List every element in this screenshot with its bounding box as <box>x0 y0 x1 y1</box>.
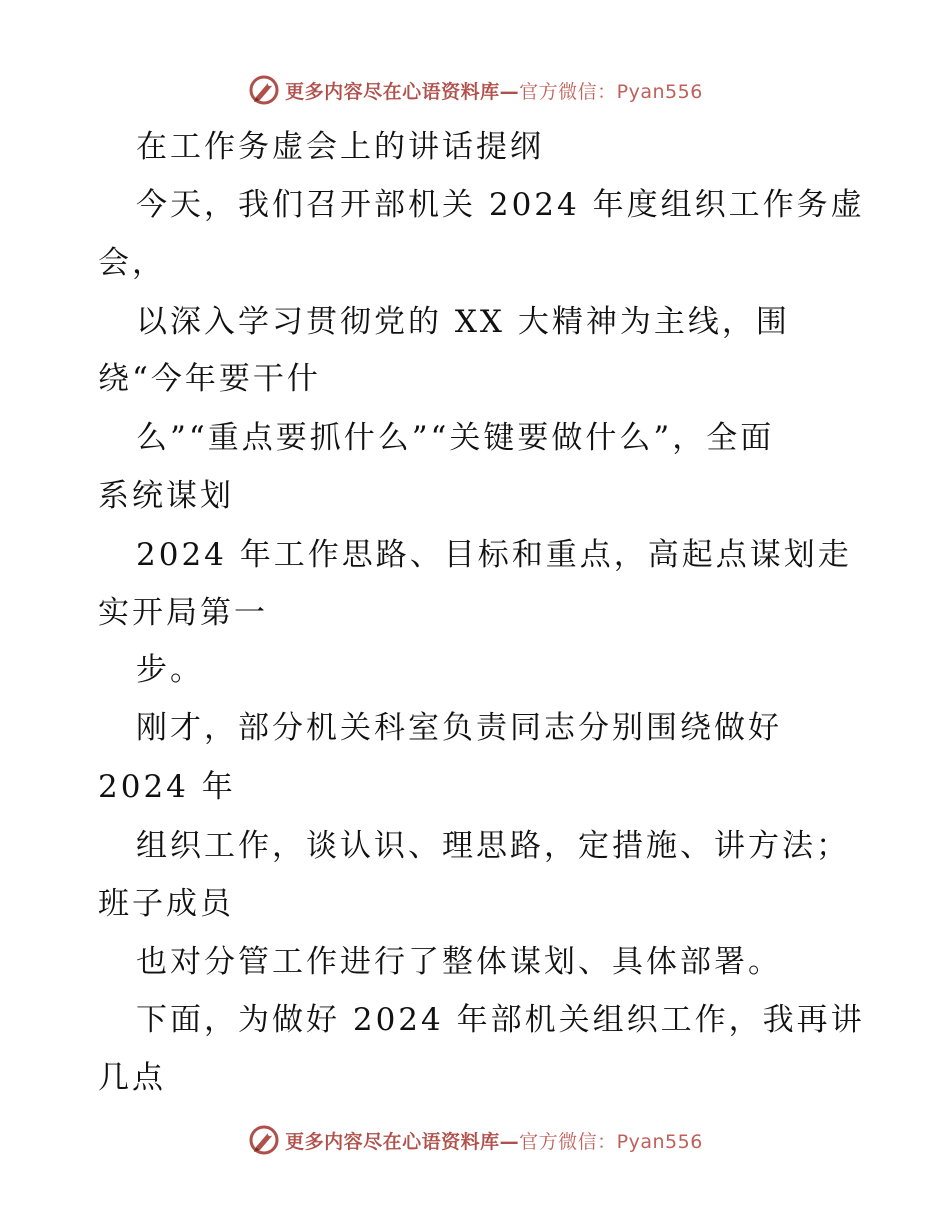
paragraph-line: 步。 <box>136 652 204 688</box>
paragraph-line: 以深入学习贯彻党的 XX 大精神为主线，围 <box>136 304 790 340</box>
paragraph-line: 2024 年工作思路、目标和重点，高起点谋划走 <box>136 537 852 573</box>
paragraph-line: 几点 <box>98 1060 166 1096</box>
paragraph-line: 今天，我们召开部机关 2024 年度组织工作务虚 <box>136 187 865 223</box>
paragraph-line: 么”“重点要抓什么”“关键要做什么”，全面 <box>136 420 775 456</box>
paragraph-line: 会， <box>98 245 166 281</box>
watermark-account: 官方微信：Pyan556 <box>519 1130 703 1153</box>
watermark-account: 官方微信：Pyan556 <box>519 80 703 103</box>
pen-logo-icon <box>247 73 281 107</box>
watermark-text <box>285 77 703 104</box>
watermark-text <box>285 1127 703 1154</box>
paragraph-line: 下面，为做好 2024 年部机关组织工作，我再讲 <box>136 1002 865 1038</box>
document-title: 在工作务虚会上的讲话提纲 <box>136 129 544 165</box>
paragraph-line: 班子成员 <box>98 886 234 922</box>
pen-logo-icon <box>247 1123 281 1157</box>
paragraph-line: 也对分管工作进行了整体谋划、具体部署。 <box>136 944 782 980</box>
header-watermark <box>0 70 950 110</box>
paragraph-line: 刚才，部分机关科室负责同志分别围绕做好 <box>136 710 782 746</box>
paragraph-line: 2024 年 <box>98 769 236 805</box>
paragraph-line: 系统谋划 <box>98 478 234 514</box>
watermark-main: 更多内容尽在心语资料库— <box>285 1130 520 1153</box>
paragraph-line: 组织工作，谈认识、理思路，定措施、讲方法； <box>136 828 850 864</box>
watermark-main: 更多内容尽在心语资料库— <box>285 80 520 103</box>
paragraph-line: 实开局第一 <box>98 595 268 631</box>
paragraph-line: 绕“今年要干什 <box>98 361 321 397</box>
footer-watermark <box>0 1120 950 1160</box>
